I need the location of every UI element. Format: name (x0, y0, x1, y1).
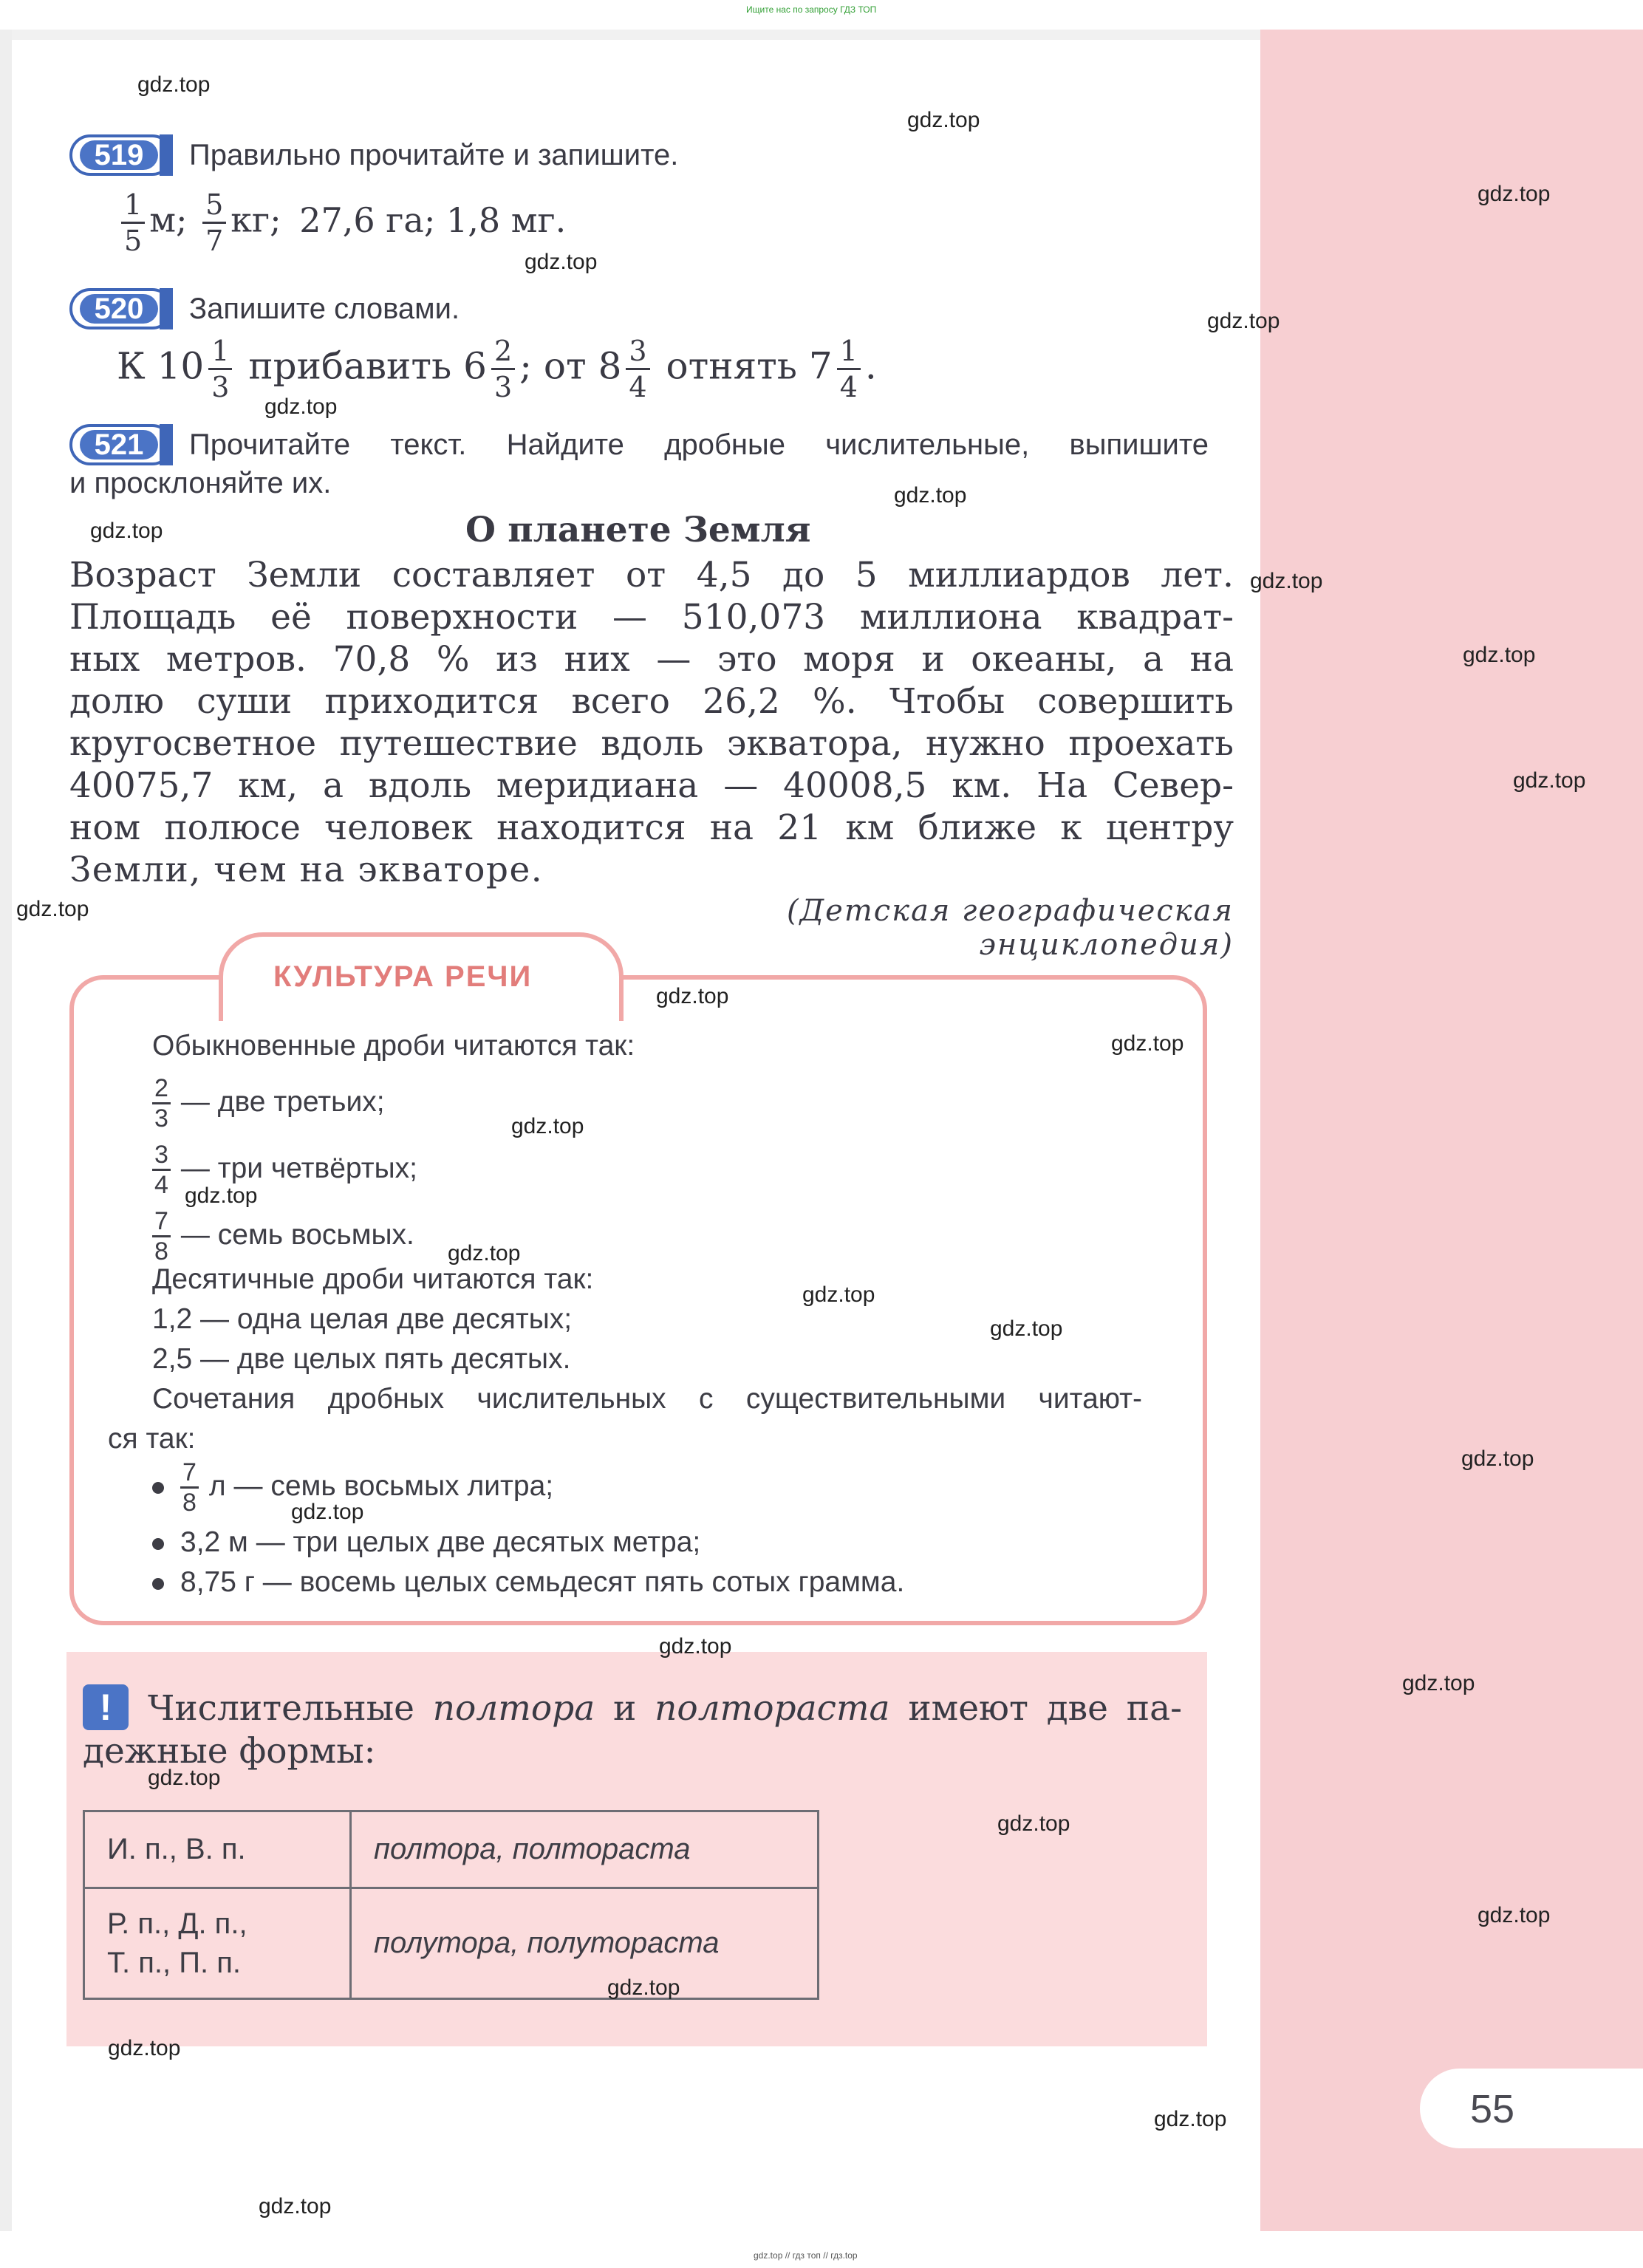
bullet (152, 1538, 164, 1550)
culture-example-3: $\frac{7}{8}$ — семь восьмых. (152, 1209, 414, 1264)
task-number-521-label: 521 (80, 430, 158, 460)
table-cell-forms: полутора, полутораста (351, 1888, 819, 1999)
passage-line: Возраст Земли составляет от 4,5 до 5 миллиардов лет. (69, 555, 1234, 595)
table-cell-forms: полтора, полтораста (351, 1811, 819, 1888)
footer-promo[interactable]: gdz.top // гдз топ // гдз.top (754, 2250, 858, 2261)
fraction: $\frac{5}{7}$ (202, 191, 226, 255)
watermark: gdz.top (907, 108, 980, 132)
watermark: gdz.top (1402, 1671, 1475, 1695)
fraction: $\frac{2}{3}$ (152, 1076, 171, 1131)
top-strip (0, 30, 1260, 40)
culture-title: КУЛЬТУРА РЕЧИ (273, 960, 533, 993)
bullet (152, 1482, 164, 1494)
right-margin-band (1260, 30, 1643, 2231)
fraction: $\frac{2}{3}$ (491, 337, 515, 401)
culture-intro-decimal: Десятичные дроби читаются так: (152, 1263, 594, 1295)
watermark: gdz.top (291, 1500, 364, 1524)
left-page-edge (0, 30, 12, 2231)
watermark: gdz.top (1461, 1446, 1534, 1471)
task-520-instruction: Запишите словами. (189, 293, 460, 325)
watermark: gdz.top (137, 72, 211, 97)
watermark: gdz.top (525, 250, 598, 274)
watermark: gdz.top (448, 1241, 521, 1265)
watermark: gdz.top (259, 2194, 332, 2219)
page-number: 55 (1470, 2087, 1515, 2131)
watermark: gdz.top (656, 984, 729, 1008)
task-number-519-label: 519 (80, 140, 158, 170)
passage-line: 40075,7 км, а вдоль меридиана — 40008,5 км. На Север- (69, 765, 1234, 806)
task-number-521 (69, 424, 173, 465)
watermark: gdz.top (802, 1282, 875, 1307)
task-number-520-label: 520 (80, 294, 158, 324)
passage (69, 554, 1234, 891)
forms-table (83, 1810, 819, 2000)
watermark: gdz.top (90, 519, 163, 543)
watermark: gdz.top (607, 1975, 680, 2000)
fraction: $\frac{3}{4}$ (626, 337, 649, 401)
watermark: gdz.top (894, 483, 967, 508)
task-number-520 (69, 288, 173, 329)
watermark: gdz.top (1154, 2107, 1227, 2131)
fraction: $\frac{3}{4}$ (152, 1142, 171, 1198)
culture-bullet-1: $\frac{7}{8}$ л — семь восьмых литра; (152, 1460, 553, 1515)
exclamation-icon: ! (83, 1684, 129, 1730)
bullet (152, 1578, 164, 1590)
watermark: gdz.top (1463, 643, 1536, 667)
watermark: gdz.top (16, 897, 89, 921)
watermark: gdz.top (1478, 182, 1551, 206)
watermark: gdz.top (659, 1634, 732, 1659)
fraction: $\frac{7}{8}$ (152, 1209, 171, 1264)
note-text-line2: дежные формы: (83, 1731, 376, 1772)
note-text: Числительные полтора и полтораста имеют две па- (148, 1688, 1182, 1729)
table-cell-cases: И. п., В. п. (84, 1811, 351, 1888)
culture-combo-line2: ся так: (108, 1423, 196, 1455)
watermark: gdz.top (1513, 768, 1586, 793)
culture-bullet-3: 8,75 г — восемь целых семьдесят пять сотых грамма. (152, 1566, 904, 1599)
page-number-badge (1420, 2069, 1643, 2148)
watermark: gdz.top (511, 1114, 584, 1138)
culture-example-2: $\frac{3}{4}$ — три четвёртых; (152, 1142, 417, 1198)
passage-line: ном полюсе человек находится на 21 км ближе к центру (69, 807, 1234, 848)
watermark: gdz.top (148, 1766, 221, 1790)
fraction: $\frac{1}{5}$ (121, 191, 145, 255)
task-number-519 (69, 134, 173, 176)
task-519-instruction: Правильно прочитайте и запишите. (189, 139, 679, 171)
table-row (84, 1811, 819, 1888)
culture-intro-common: Обыкновенные дроби читаются так: (152, 1030, 635, 1062)
fraction: $\frac{1}{3}$ (208, 337, 232, 401)
header-promo[interactable]: Ищите нас по запросу ГДЗ ТОП (746, 4, 877, 15)
passage-line: Площадь её поверхности — 510,073 миллиона квадрат- (69, 597, 1234, 638)
task-521-instruction-line2: и просклоняйте их. (69, 467, 332, 499)
watermark: gdz.top (185, 1183, 258, 1208)
passage-line: Земли, чем на экваторе. (69, 850, 544, 890)
passage-source: (Детская географическая энциклопедия) (787, 894, 1234, 962)
table-cell-cases: Р. п., Д. п., Т. п., П. п. (84, 1888, 351, 1999)
culture-decimal-1: 1,2 — одна целая две десятых; (152, 1303, 573, 1335)
culture-decimal-2: 2,5 — две целых пять десятых. (152, 1343, 571, 1375)
watermark: gdz.top (1207, 309, 1280, 333)
culture-bullet-2: 3,2 м — три целых две десятых метра; (152, 1526, 700, 1559)
culture-example-1: $\frac{2}{3}$ — две третьих; (152, 1076, 385, 1131)
watermark: gdz.top (997, 1811, 1070, 1836)
task-519-expression: $\frac{1}{5}$ м; $\frac{5}{7}$ кг; 27,6 га; 1,8 мг. (117, 191, 566, 255)
task-520-expression: К 10 $\frac{1}{3}$ прибавить 6 $\frac{2}{3}$ ; от 8 $\frac{3}{4}$ отнять 7 $\frac{1}{4}$ . (117, 335, 877, 403)
passage-line: ных метров. 70,8 % из них — это моря и океаны, а на (69, 639, 1234, 680)
task-521-instruction-line1: Прочитайте текст. Найдите дробные числительные, выпишите (189, 428, 1209, 461)
passage-line: кругосветное путешествие вдоль экватора, нужно проехать (69, 723, 1234, 764)
table-row (84, 1888, 819, 1999)
passage-line: долю суши приходится всего 26,2 %. Чтобы совершить (69, 681, 1234, 722)
watermark: gdz.top (1478, 1903, 1551, 1927)
watermark: gdz.top (264, 394, 338, 419)
watermark: gdz.top (108, 2036, 181, 2060)
fraction: $\frac{7}{8}$ (180, 1460, 199, 1515)
watermark: gdz.top (990, 1316, 1063, 1341)
fraction: $\frac{1}{4}$ (837, 337, 861, 401)
watermark: gdz.top (1250, 569, 1323, 593)
culture-combo-line1: Сочетания дробных числительных с существительными читают- (152, 1383, 1142, 1415)
watermark: gdz.top (1111, 1031, 1184, 1056)
passage-title: О планете Земля (465, 510, 811, 550)
